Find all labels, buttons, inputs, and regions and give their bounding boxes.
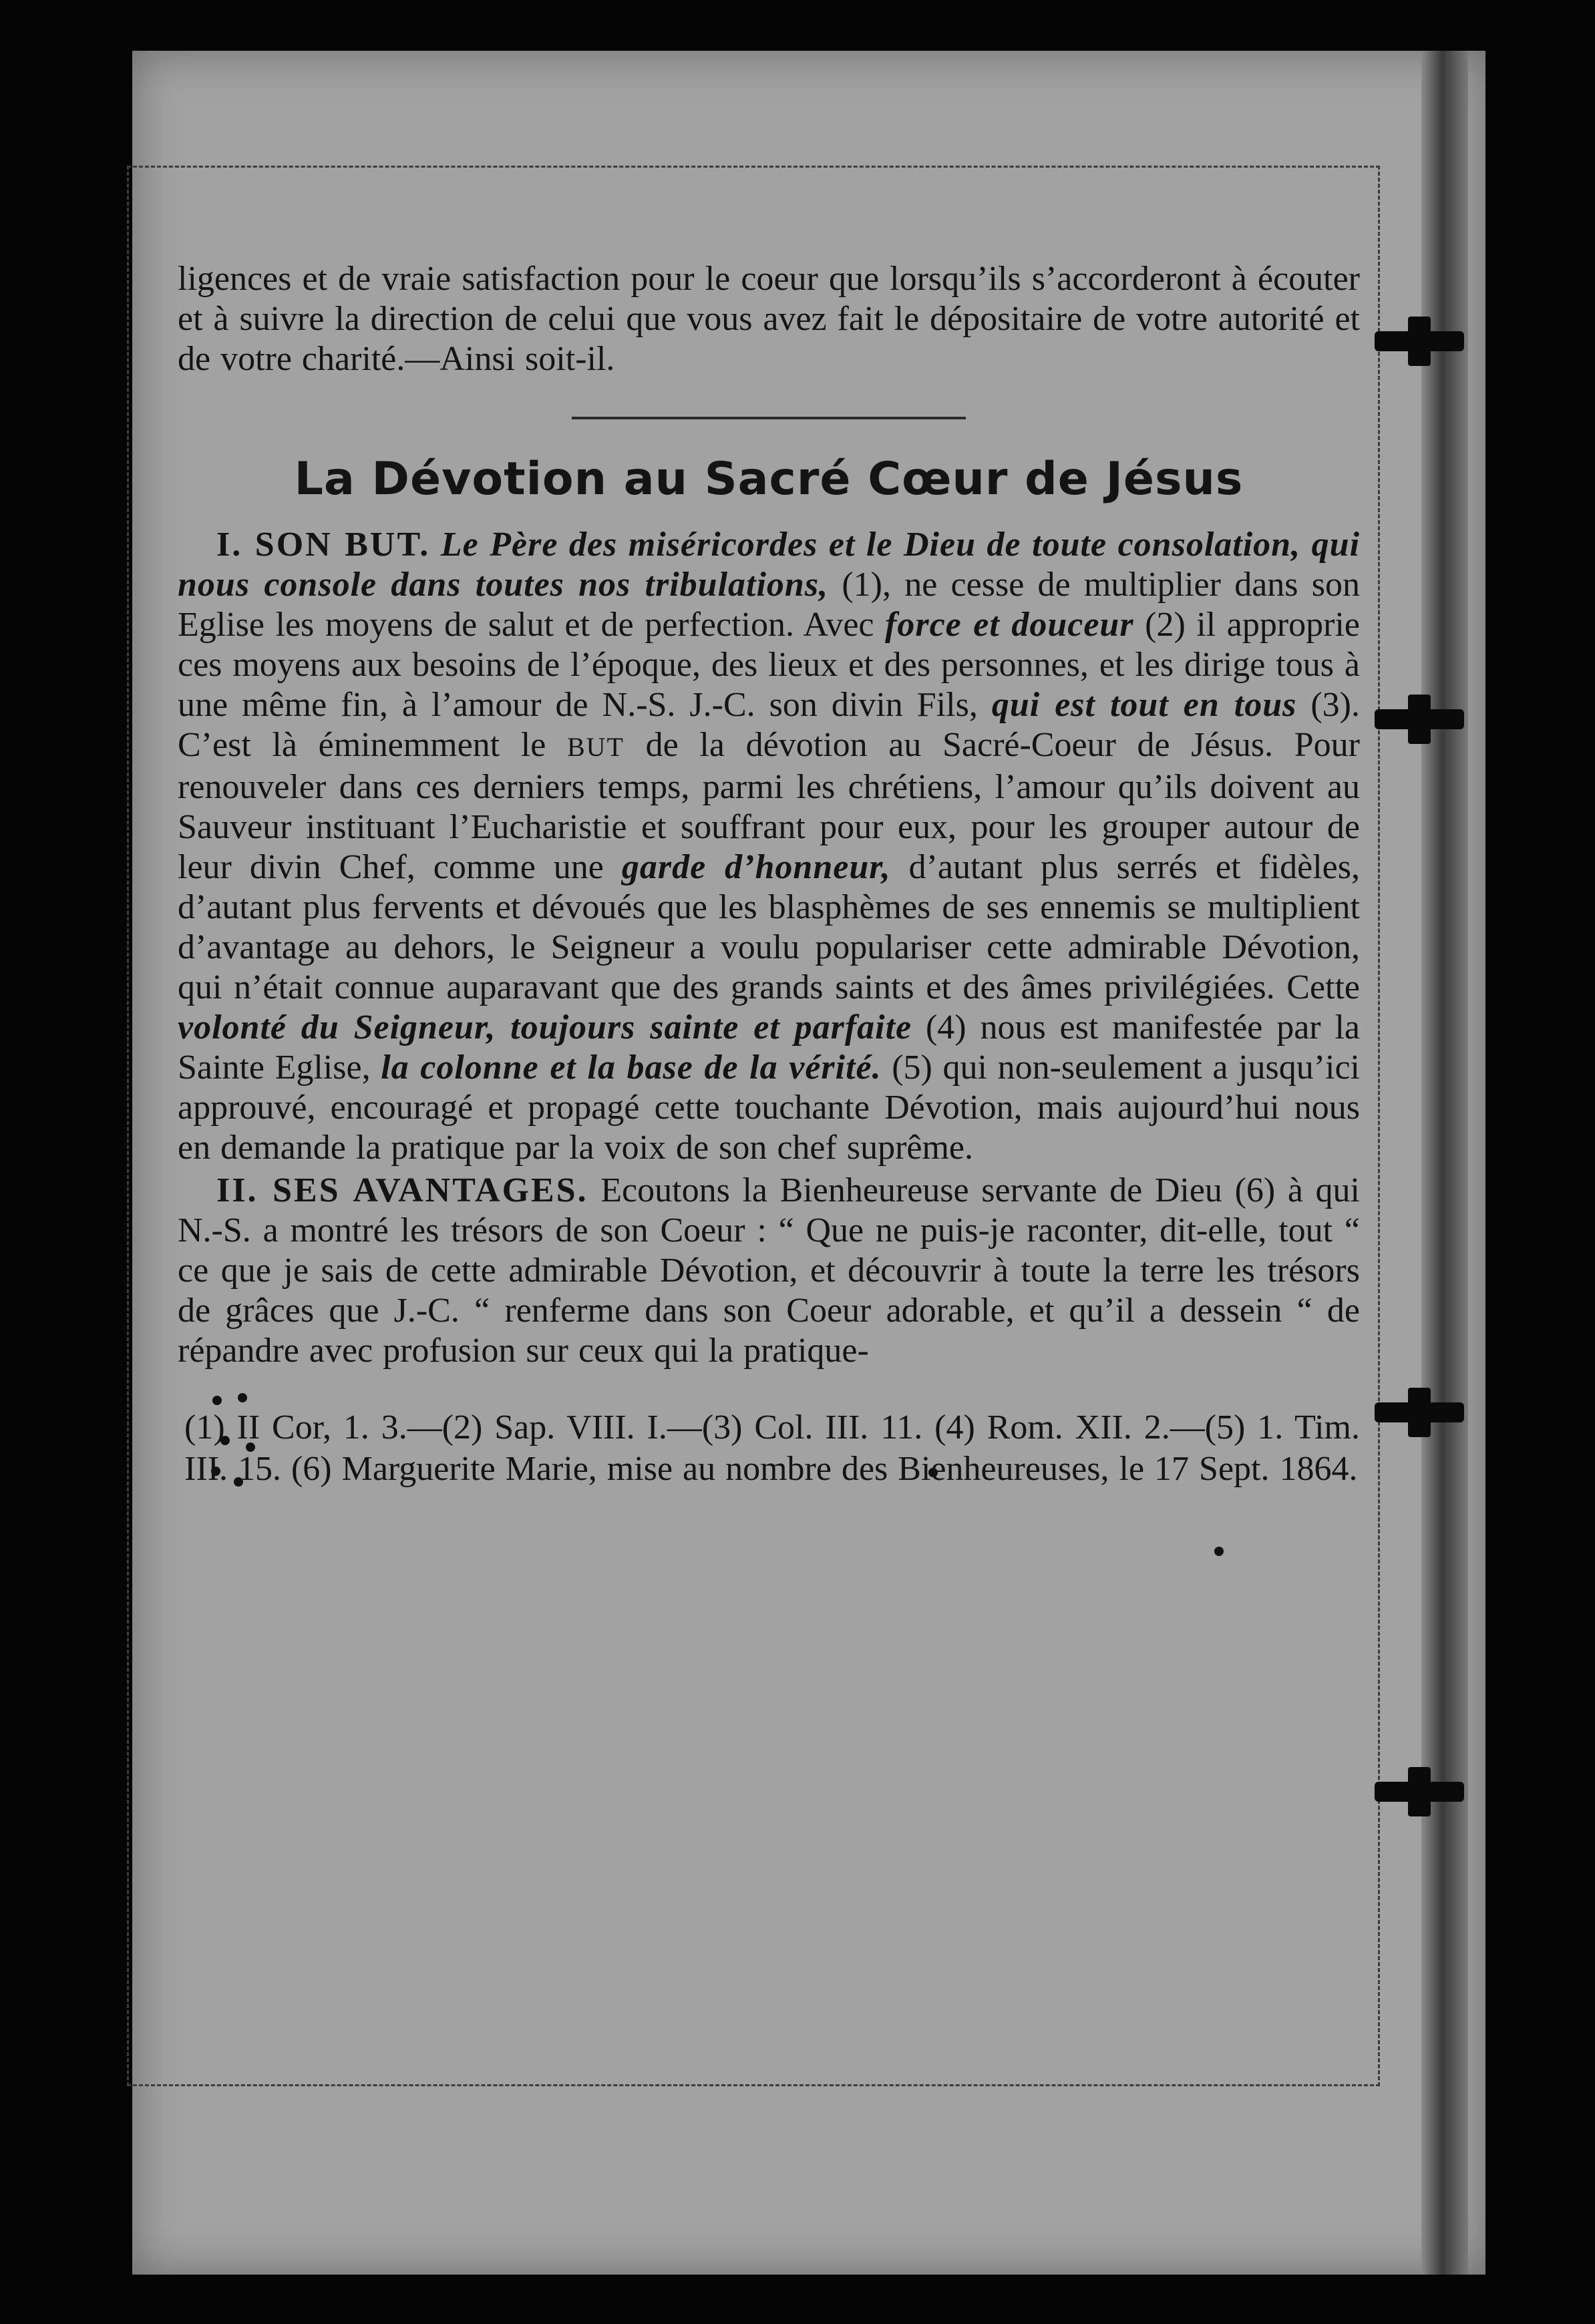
chapter-title: La Dévotion au Sacré Cœur de Jésus [294, 453, 1244, 506]
perforation-dot [1214, 1547, 1224, 1556]
footnotes: (1) II Cor, 1. 3.—(2) Sap. VIII. I.—(3) Col. III. 11. (4) Rom. XII. 2.—(5) 1. Tim. III. 15. (6) Marguerite Marie, mise au nombre des Bienheureuses, le 17 Sept. 1864. [184, 1408, 1360, 1488]
page-gutter [1421, 51, 1468, 2275]
paragraph-son-but [178, 525, 1360, 1168]
emphasis-text: qui est tout en tous [991, 686, 1297, 724]
section-heading: II. SES AVANTAGES. [216, 1171, 588, 1209]
emphasis-text: garde d’honneur, [621, 848, 891, 886]
body-text: de la dévotion au Sacré-Coeur de Jésus. Pour renouveler dans ces derniers temps, parmi les chrétiens, l’amour qu’ils doivent au Sauveur instituant l’Eucharistie et souffrant pour eux, pour les grouper autour de leur divin Chef, comme une [178, 726, 1360, 886]
continued-paragraph: ligences et de vraie satisfaction pour le coeur que lorsqu’ils s’accorderont à écouter et à suivre la direction de celui que vous avez fait le dépositaire de votre autorité et de votre charité.—Ainsi soit-il. [178, 260, 1360, 378]
page-text [178, 259, 1360, 1490]
section-heading: I. SON BUT. [216, 526, 431, 564]
binding-clip [1375, 1782, 1464, 1802]
binding-clip [1375, 709, 1464, 729]
body-text: (4) nous est manifestée par la Sainte Eglise, [178, 1008, 1360, 1087]
emphasis-text: volonté du Seigneur, toujours sainte et parfaite [178, 1008, 912, 1046]
body-text: d’autant plus serrés et fidèles, d’autant plus fervents et dévoués que les blasphèmes de ses ennemis se multiplient d’avantage au dehors, le Seigneur a voulu populariser cette admirable Dévotion, qui n’était connue auparavant que des grands saints et des âmes privilégiées. Cette [178, 848, 1360, 1006]
section-divider [572, 417, 966, 419]
binding-clip [1375, 331, 1464, 351]
emphasis-text: force et douceur [885, 606, 1134, 644]
body-text: (5) qui non-seulement a jusqu’ici approuvé, encouragé et propagé cette touchante Dévotion, mais aujourd’hui nous en demande la pratique par la voix de son chef suprême. [178, 1048, 1360, 1167]
body-text: (1), ne cesse de multiplier dans son Eglise les moyens de salut et de perfection. Avec [178, 566, 1360, 644]
binding-clip [1375, 1402, 1464, 1422]
smallcaps-text: BUT [566, 732, 625, 762]
emphasis-text: Le Père des miséricordes et le Dieu de toute consolation, qui nous console dans toutes nos tribulations, [178, 526, 1361, 604]
body-text: Ecoutons la Bienheureuse servante de Dieu (6) à qui N.-S. a montré les trésors de son Coeur : “ Que ne puis-je raconter, dit-elle, tout “ ce que je sais de cette admirable Dévotion, et découvrir à toute la terre les trésors de grâces que J.-C. “ renferme dans son Coeur adorable, et qu’il a dessein “ de répandre avec profusion sur ceux qui la pratique- [178, 1171, 1360, 1370]
body-text: (2) il approprie ces moyens aux besoins de l’époque, des lieux et des personnes, et les dirige tous à une même fin, à l’amour de N.-S. J.-C. son divin Fils, [178, 606, 1360, 724]
emphasis-text: la colonne et la base de la vérité. [381, 1048, 882, 1087]
paragraph-ses-avantages [178, 1171, 1360, 1371]
body-text: (3). C’est là éminemment le [178, 686, 1360, 764]
